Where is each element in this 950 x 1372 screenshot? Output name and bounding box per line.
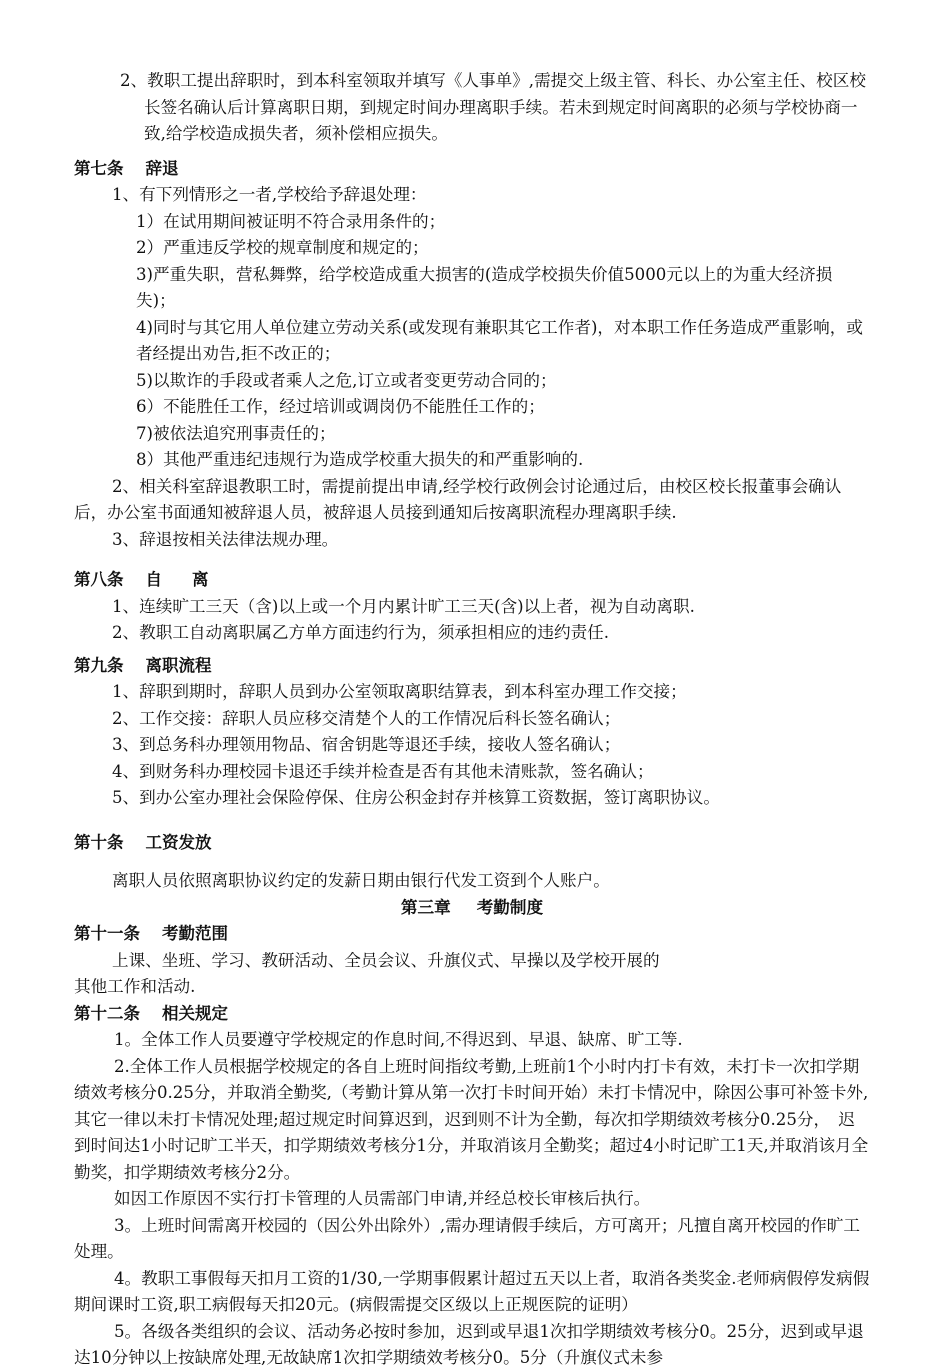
article-8-item-1: 1、连续旷工三天（含)以上或一个月内累计旷工三天(含)以上者，视为自动离职. — [112, 596, 695, 616]
article-8-title-a: 自 — [145, 570, 162, 589]
article-7-sub-1: 1）在试用期间被证明不符合录用条件的； — [136, 211, 446, 231]
article-7-sub-3: 3)严重失职，营私舞弊，给学校造成重大损害的(造成学校损失价值5000元以上的为重大经济损失)； — [136, 264, 833, 310]
article-10-heading — [74, 830, 870, 857]
article-11-title: 考勤范围 — [162, 924, 228, 943]
article-9-number: 第九条 — [74, 655, 124, 675]
article-7-item-2: 2、相关科室辞退教职工时，需提前提出申请,经学校行政例会讨论通过后，由校区校长报董事会确认后，办公室书面通知被辞退人员，被辞退人员接到通知后按离职流程办理离职手续. — [74, 476, 842, 522]
article-7-sub-6: 6）不能胜任工作，经过培训或调岗仍不能胜任工作的； — [136, 397, 545, 416]
article-7-item-3: 3、辞退按相关法律法规办理。 — [112, 529, 339, 549]
resign-item-2: 2、教职工提出辞职时，到本科室领取并填写《人事单》,需提交上级主管、科长、办公室主任、校区校长签名确认后计算离职日期，到规定时间办理离职手续。若未到规定时间离职的必须与学校协商一致,给学校造成损失者，须补偿相应损失。 — [120, 71, 866, 143]
article-8-number: 第八条 — [74, 570, 124, 589]
article-9-item-3: 3、到总务科办理领用物品、宿舍钥匙等退还手续，接收人签名确认； — [112, 735, 621, 754]
article-12-para-2: 2.全体工作人员根据学校规定的各自上班时间指纹考勤,上班前1个小时内打卡有效，未打卡一次扣学期绩效考核分0.25分，并取消全勤奖,（考勤计算从第一次打卡时间开始）未打卡情况中，除因公事可补签卡外,其它一律以未打卡情况处理;超过规定时间算迟到，迟到则不计为全勤，每次扣学期绩效考核分0.25分， 迟到时间达1小时记旷工半天，扣学期绩效考核分1分，并取消该月全勤奖；超过4小时记旷工1天,并取消该月全勤奖，扣学期绩效考核分2分。 — [74, 1056, 869, 1182]
article-12-para-1: 1。全体工作人员要遵守学校规定的作息时间,不得迟到、早退、缺席、旷工等. — [114, 1030, 683, 1049]
article-7-heading — [74, 156, 870, 183]
article-9-item-1: 1、辞职到期时，辞职人员到办公室领取离职结算表，到本科室办理工作交接； — [112, 682, 687, 701]
chapter-3-number: 第三章 — [400, 897, 451, 917]
article-11-number: 第十一条 — [74, 924, 140, 943]
article-9-item-2: 2、工作交接：辞职人员应移交清楚个人的工作情况后科长签名确认； — [112, 708, 621, 728]
article-11-body-line-2: 其他工作和活动. — [74, 977, 196, 996]
article-9-title: 离职流程 — [145, 655, 212, 675]
article-8-heading — [74, 567, 870, 594]
chapter-3-heading — [74, 895, 870, 922]
article-9-item-5: 5、到办公室办理社会保险停保、住房公积金封存并核算工资数据，签订离职协议。 — [112, 788, 720, 807]
article-12-para-note: 如因工作原因不实行打卡管理的人员需部门申请,并经总校长审核后执行。 — [114, 1189, 651, 1208]
article-12-para-5: 5。各级各类组织的会议、活动务必按时参加，迟到或早退1次扣学期绩效考核分0。25分，迟到或早退达10分钟以上按缺席处理,无故缺席1次扣学期绩效考核分0。5分（升旗仪式未参 — [74, 1321, 864, 1367]
chapter-3-title: 考勤制度 — [476, 897, 544, 917]
article-12-heading — [74, 1001, 870, 1028]
article-7-number: 第七条 — [74, 158, 124, 178]
article-7-item-1: 1、有下列情形之一者,学校给予辞退处理： — [112, 185, 427, 204]
article-8-title-b: 离 — [192, 570, 209, 589]
article-7-sub-2: 2）严重违反学校的规章制度和规定的； — [136, 238, 429, 257]
article-12-para-3: 3。上班时间需离开校园的（因公外出除外）,需办理请假手续后，方可离开；凡擅自离开校园的作旷工处理。 — [74, 1215, 860, 1261]
article-12-number: 第十二条 — [74, 1003, 140, 1023]
article-12-para-4: 4。教职工事假每天扣月工资的1/30,一学期事假累计超过五天以上者，取消各类奖金.老师病假停发病假期间课时工资,职工病假每天扣20元。(病假需提交区级以上正规医院的证明） — [74, 1268, 870, 1314]
article-10-number: 第十条 — [74, 832, 124, 852]
article-7-sub-5: 5)以欺诈的手段或者乘人之危,订立或者变更劳动合同的； — [136, 370, 557, 390]
article-11-body-line-1: 上课、坐班、学习、教研活动、全员会议、升旗仪式、早操以及学校开展的 — [112, 950, 660, 970]
article-9-heading — [74, 653, 870, 680]
article-7-sub-4: 4)同时与其它用人单位建立劳动关系(或发现有兼职其它工作者)，对本职工作任务造成严重影响，或者经提出劝告,拒不改正的； — [136, 317, 863, 363]
article-12-title: 相关规定 — [162, 1003, 228, 1023]
article-10-body: 离职人员依照离职协议约定的发薪日期由银行代发工资到个人账户。 — [112, 871, 610, 890]
article-9-item-4: 4、到财务科办理校园卡退还手续并检查是否有其他未清账款，签名确认； — [112, 761, 654, 781]
article-10-title: 工资发放 — [145, 832, 212, 852]
article-11-heading — [74, 921, 870, 948]
article-7-sub-7: 7)被依法追究刑事责任的； — [136, 423, 336, 443]
article-8-item-2: 2、教职工自动离职属乙方单方面违约行为，须承担相应的违约责任. — [112, 623, 610, 642]
article-7-title: 辞退 — [145, 158, 179, 178]
article-7-sub-8: 8）其他严重违纪违规行为造成学校重大损失的和严重影响的. — [136, 450, 584, 469]
